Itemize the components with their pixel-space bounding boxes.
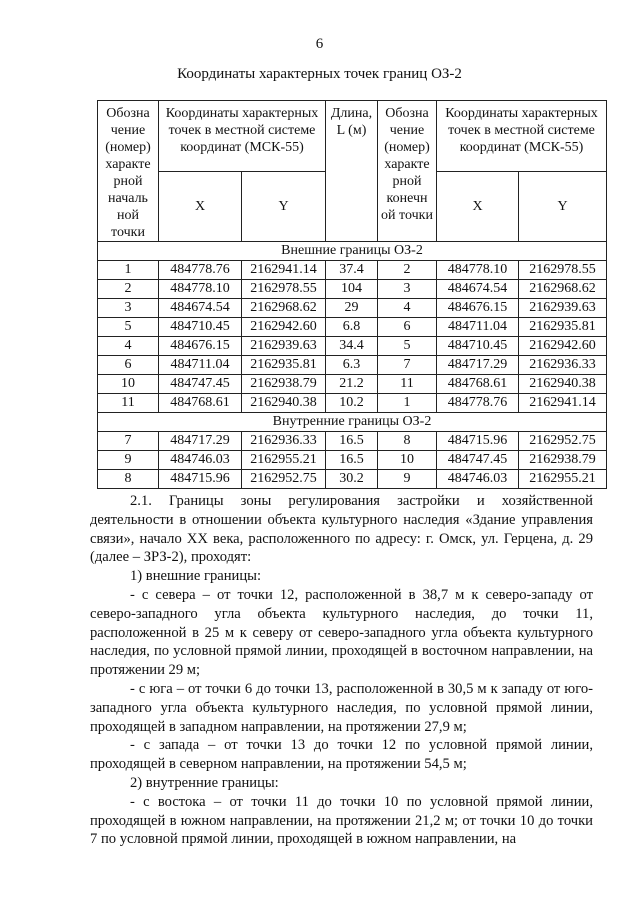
table-cell: 484746.03: [159, 451, 242, 470]
table-cell: 6: [378, 318, 437, 337]
paragraph-west: - с запада – от точки 13 до точки 12 по условной прямой линии, проходящей в северном направлении, на протяжении 54,5 м;: [90, 737, 593, 773]
table-cell: 2162941.14: [242, 261, 326, 280]
table-cell: 29: [326, 299, 378, 318]
header-length: Длина, L (м): [326, 101, 378, 242]
table-cell: 16.5: [326, 451, 378, 470]
table-cell: 2162940.38: [519, 375, 607, 394]
header-start-point: Обозна чение (номер) характе рной началь ной точки: [98, 101, 159, 242]
table-cell: 5: [378, 337, 437, 356]
table-cell: 2162941.14: [519, 394, 607, 413]
table-cell: 2162942.60: [519, 337, 607, 356]
table-cell: 4: [378, 299, 437, 318]
section-title: Внешние границы ОЗ-2: [98, 242, 607, 261]
table-cell: 2162939.63: [242, 337, 326, 356]
table-cell: 484747.45: [159, 375, 242, 394]
table-cell: 484711.04: [159, 356, 242, 375]
table-cell: 2162938.79: [242, 375, 326, 394]
inner-borders-heading: 2) внутренние границы:: [130, 774, 279, 791]
outer-borders-heading: 1) внешние границы:: [130, 568, 262, 585]
page-number: 6: [315, 36, 324, 52]
table-cell: 2162978.55: [242, 280, 326, 299]
header-coords-left: Координаты характерных точек в местной системе координат (МСК-55): [159, 101, 326, 172]
table-cell: 2162952.75: [242, 470, 326, 489]
table-cell: 484676.15: [437, 299, 519, 318]
table-cell: 104: [326, 280, 378, 299]
table-cell: 484717.29: [159, 432, 242, 451]
table-cell: 11: [378, 375, 437, 394]
table-cell: 8: [378, 432, 437, 451]
table-cell: 2: [98, 280, 159, 299]
table-cell: 6.8: [326, 318, 378, 337]
table-cell: 2162978.55: [519, 261, 607, 280]
section-row: [98, 242, 607, 261]
paragraph-south: - с юга – от точки 6 до точки 13, расположенной в 30,5 м к западу от юго-западного угла объекта культурного наследия, по условной прямой линии, проходящей в западном направлении, на протяжении 27,9 м;: [90, 680, 593, 735]
table-cell: 484676.15: [159, 337, 242, 356]
table-cell: 2162942.60: [242, 318, 326, 337]
table-cell: 9: [98, 451, 159, 470]
table-body: [98, 242, 607, 489]
header-y-left: Y: [242, 172, 326, 242]
table-row: [98, 375, 607, 394]
header-x-left: X: [159, 172, 242, 242]
header-y-right: Y: [519, 172, 607, 242]
table-row: [98, 280, 607, 299]
table-row: [98, 261, 607, 280]
table-cell: 484710.45: [159, 318, 242, 337]
table-cell: 11: [98, 394, 159, 413]
table-cell: 2162939.63: [519, 299, 607, 318]
header-end-point: Обозна чение (номер) характе рной конечн ой точки: [378, 101, 437, 242]
table-cell: 484768.61: [159, 394, 242, 413]
table-cell: 2: [378, 261, 437, 280]
paragraph-east: - с востока – от точки 11 до точки 10 по условной прямой линии, проходящей в южном направлении, на протяжении 21,2 м; от точки 10 до точки 7 по условной прямой линии, проходящей в южном направлении, на: [90, 793, 593, 848]
table-cell: 484778.76: [159, 261, 242, 280]
table-cell: 21.2: [326, 375, 378, 394]
table-cell: 2162936.33: [519, 356, 607, 375]
table-cell: 9: [378, 470, 437, 489]
table-cell: 484778.76: [437, 394, 519, 413]
table-row: [98, 356, 607, 375]
table-cell: 484715.96: [159, 470, 242, 489]
table-cell: 2162935.81: [242, 356, 326, 375]
table-cell: 3: [378, 280, 437, 299]
table-cell: 37.4: [326, 261, 378, 280]
table-cell: 3: [98, 299, 159, 318]
paragraph-intro: 2.1. Границы зоны регулирования застройки и хозяйственной деятельности в отношении объекта культурного наследия «Здание управления связи», начало XX века, расположенного по адресу: г. Омск, ул. Герцена, д. 29 (далее – ЗРЗ-2), проходят:: [90, 493, 593, 566]
table-cell: 1: [98, 261, 159, 280]
table-cell: 16.5: [326, 432, 378, 451]
table-row: [98, 432, 607, 451]
coordinates-table: [97, 100, 607, 489]
table-cell: 484710.45: [437, 337, 519, 356]
table-row: [98, 299, 607, 318]
table-cell: 484778.10: [159, 280, 242, 299]
table-cell: 6: [98, 356, 159, 375]
table-cell: 2162968.62: [519, 280, 607, 299]
table-cell: 8: [98, 470, 159, 489]
table-cell: 484674.54: [159, 299, 242, 318]
table-row: [98, 337, 607, 356]
table-cell: 2162938.79: [519, 451, 607, 470]
table-cell: 10.2: [326, 394, 378, 413]
table-row: [98, 451, 607, 470]
table-cell: 30.2: [326, 470, 378, 489]
table-cell: 484778.10: [437, 261, 519, 280]
table-row: [98, 318, 607, 337]
table-cell: 484711.04: [437, 318, 519, 337]
section-row: [98, 413, 607, 432]
table-cell: 484746.03: [437, 470, 519, 489]
table-cell: 484768.61: [437, 375, 519, 394]
table-cell: 1: [378, 394, 437, 413]
paragraph-north: - с севера – от точки 12, расположенной в 38,7 м к северо-западу от северо-западного угла объекта культурного наследия, до точки 11, расположенной в 25 м к северу от северо-западного угла объекта культурного наследия, по условной прямой линии, проходящей в восточном направлении, на протяжении 29 м;: [90, 586, 593, 679]
table-cell: 2162940.38: [242, 394, 326, 413]
table-title: Координаты характерных точек границ ОЗ-2: [177, 66, 462, 82]
table-cell: 10: [98, 375, 159, 394]
header-coords-right: Координаты характерных точек в местной системе координат (МСК-55): [437, 101, 607, 172]
table-cell: 4: [98, 337, 159, 356]
section-title: Внутренние границы ОЗ-2: [98, 413, 607, 432]
table-cell: 10: [378, 451, 437, 470]
table-cell: 484717.29: [437, 356, 519, 375]
table-cell: 484715.96: [437, 432, 519, 451]
table-cell: 2162935.81: [519, 318, 607, 337]
table-row: [98, 470, 607, 489]
table-cell: 2162952.75: [519, 432, 607, 451]
table-cell: 7: [378, 356, 437, 375]
table-row: [98, 394, 607, 413]
table-cell: 7: [98, 432, 159, 451]
table-cell: 6.3: [326, 356, 378, 375]
table-cell: 34.4: [326, 337, 378, 356]
table-cell: 2162955.21: [519, 470, 607, 489]
table-cell: 2162936.33: [242, 432, 326, 451]
table-cell: 484747.45: [437, 451, 519, 470]
table-cell: 5: [98, 318, 159, 337]
table-cell: 2162955.21: [242, 451, 326, 470]
table-cell: 484674.54: [437, 280, 519, 299]
table-cell: 2162968.62: [242, 299, 326, 318]
document-body: [90, 492, 593, 849]
header-x-right: X: [437, 172, 519, 242]
